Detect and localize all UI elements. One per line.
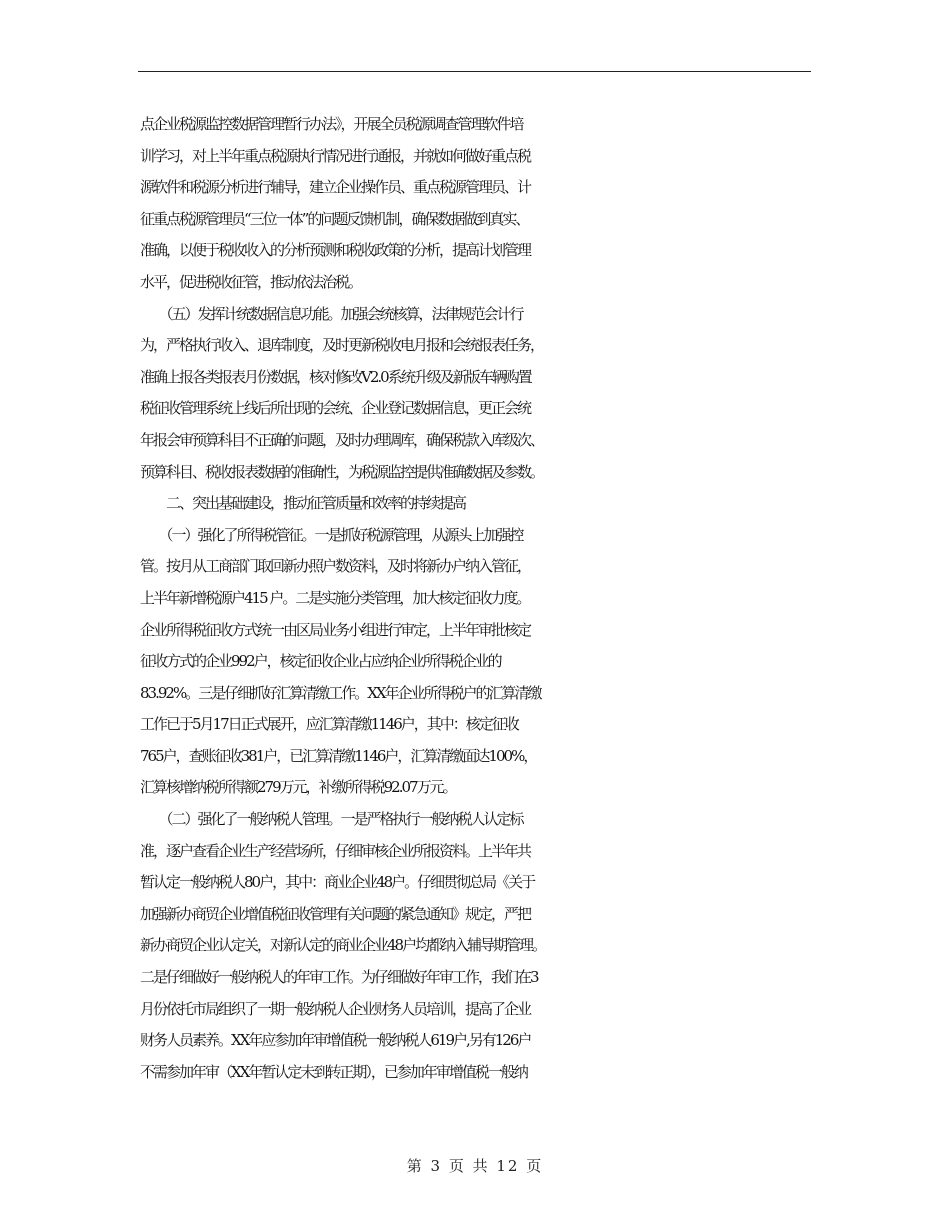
- text-line: 二、突出基础建设，推动征管质量和效率的持续提高: [140, 494, 466, 513]
- text-line: 水平，促进税收征管，推动依法治税。: [140, 272, 362, 291]
- text-line: 汇算核增纳税所得额279万元，补缴所得税92.07万元。: [140, 778, 456, 797]
- text-line: 加强新办商贸企业增值税征收管理有关问题的紧急通知》规定，严把: [140, 904, 531, 923]
- text-line: （一）强化了所得税管征。一是抓好税源管理，从源头上加强控: [140, 525, 523, 544]
- text-line: 二是仔细做好一般纳税人的年审工作。为仔细做好年审工作，我们在3: [140, 968, 538, 987]
- text-line: 为，严格执行收入、退库制度，及时更新税收电月报和会统报表任务，: [140, 336, 544, 355]
- text-line: 年报会审预算科目不正确的问题，及时办理调库，确保税款入库级次、: [140, 430, 544, 449]
- text-line: 新办商贸企业认定关，对新认定的商业企业48户均都纳入辅导期管理。: [140, 936, 546, 955]
- text-line: （二）强化了一般纳税人管理。一是严格执行一般纳税人认定标: [140, 810, 523, 829]
- text-line: 征收方式的企业992户，核定征收企业占应纳企业所得税企业的: [140, 652, 501, 671]
- text-line: 准确，以便于税收收入的分析预测和税收政策的分析，提高计划管理: [140, 241, 531, 260]
- body-text: [140, 109, 820, 1088]
- text-line: 准确上报各类报表月份数据，核对修改V2.0系统升级及新版车辆购置: [140, 367, 531, 386]
- text-line: 暂认定一般纳税人80户，其中：商业企业48户。仔细贯彻总局《关于: [140, 873, 535, 892]
- text-line: 765户，查账征收381户，已汇算清缴1146户，汇算清缴面达100%，: [140, 746, 537, 765]
- text-line: 财务人员素养。XX年应参加年审增值税一般纳税人619户,另有126户: [140, 1031, 531, 1050]
- text-line: 83.92%。三是仔细抓好汇算清缴工作。XX年企业所得税户的汇算清缴: [140, 683, 541, 702]
- text-line: 上半年新增税源户415 户。二是实施分类管理，加大核定征收力度。: [140, 588, 530, 607]
- text-line: （五）发挥计统数据信息功能。加强会统核算，法律规范会计行: [140, 304, 523, 323]
- text-line: 准，逐户查看企业生产经营场所，仔细审核企业所报资料。上半年共: [140, 841, 531, 860]
- text-line: 征重点税源管理员“三位一体”的问题反馈机制，确保数据做到真实、: [140, 209, 529, 228]
- text-line: 税征收管理系统上线后所出现的会统、企业登记数据信息，更正会统: [140, 399, 531, 418]
- text-line: 不需参加年审（XX年暂认定未到转正期），已参加年审增值税一般纳: [140, 1062, 527, 1081]
- text-line: 预算科目、税收报表数据的准确性，为税源监控提供准确数据及参数。: [140, 462, 544, 481]
- text-line: 训学习，对上半年重点税源执行情况进行通报，并就如何做好重点税: [140, 146, 531, 165]
- page-footer: 第 3 页 共 12 页: [406, 1157, 544, 1175]
- text-line: 管。按月从工商部门取回新办照户数资料，及时将新办户纳入管征，: [140, 557, 531, 576]
- header-rule: [138, 71, 811, 72]
- text-line: 月份依托市局组织了一期一般纳税人企业财务人员培训，提高了企业: [140, 999, 531, 1018]
- text-line: 源软件和税源分析进行辅导，建立企业操作员、重点税源管理员、计: [140, 178, 531, 197]
- text-line: 工作已于5月17日正式展开，应汇算清缴1146户，其中：核定征收: [140, 715, 518, 734]
- text-line: 点企业税源监控数据管理暂行办法》，开展全员税源调查管理软件培: [140, 115, 523, 133]
- text-line: 企业所得税征收方式统一由区局业务小组进行审定，上半年审批核定: [140, 620, 531, 639]
